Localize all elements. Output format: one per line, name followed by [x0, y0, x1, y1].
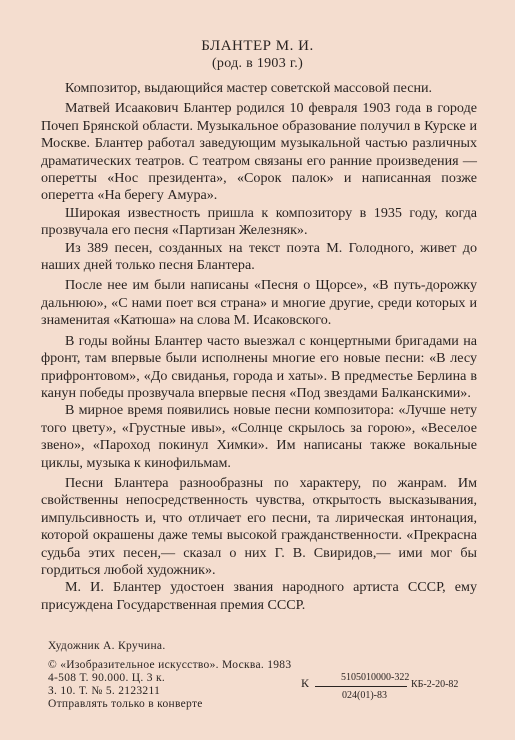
publisher-line: © «Изобразительное искусство». Москва. 1983 [48, 659, 292, 671]
paragraph: После нее им были написаны «Песня о Щорсе», «В путь-дорожку дальнюю», «С нами поет вся страна» и многие другие, среди которых и знаменитая «Катюша» на слова М. Исаковского. [41, 277, 477, 329]
paragraph: Широкая известность пришла к композитору в 1935 году, когда прозвучала его песня «Партизан Железняк». [41, 204, 477, 239]
mailing-note: Отправлять только в конверте [48, 698, 203, 710]
artist-credit: Художник А. Кручина. [48, 640, 166, 652]
fraction-line [315, 686, 407, 687]
print-info-line: З. 10. Т. № 5. 2123211 [48, 685, 161, 697]
paragraph: Матвей Исаакович Блантер родился 10 февраля 1903 года в городе Почеп Брянской области. Музыкальное образование получил в Курске и Москве. Блантер работал заведующим музыкальной частью различных драматических театров. С театром связаны его ранние произведения — оперетты «Нос президента», «Сорок палок» и написанная позже оперетта «На берегу Амура». [41, 100, 477, 204]
composer-name: БЛАНТЕР М. И. [201, 38, 314, 54]
paragraph: В годы войны Блантер часто выезжал с концертными бригадами на фронт, там впервые были исполнены многие его новые песни: «В лесу прифронтовом», «До свиданья, города и хаты». В предместье Берлина в канун победы прозвучала впервые песня «Под звездами Балканскими». [41, 332, 477, 401]
imprint-block [48, 640, 291, 711]
catalog-code-suffix: КБ-2-20-82 [411, 679, 459, 690]
composer-years: (род. в 1903 г.) [211, 56, 304, 71]
heading-block [0, 38, 515, 72]
paragraph: Из 389 песен, созданных на текст поэта М. Голодного, живет до наших дней только песня Блантера. [41, 239, 477, 274]
paragraph: Песни Блантера разнообразны по характеру, по жанрам. Им свойственны непосредственность чувства, открытость высказывания, импульсивность и, что отличает его песни, та лирическая интонация, которой окрашены даже темы высокой гражданственности. «Прекрасна судьба этих песен,— сказал о них Г. В. Свиридов,— ими мог бы гордиться любой художник». [41, 474, 477, 578]
paragraph: В мирное время появились новые песни композитора: «Лучше нету того цвету», «Грустные ивы», «Солнце скрылось за горою», «Веселое звено», «Пароход покинул Химки». Им написаны также вокальные циклы, музыка к кинофильмам. [41, 402, 477, 471]
print-info-line: 4-508 Т. 90.000. Ц. 3 к. [48, 672, 166, 684]
catalog-numerator: 5105010000-322 [341, 672, 410, 683]
catalog-letter: К [301, 676, 310, 690]
biography-text [41, 80, 477, 614]
catalog-denominator: 024(01)-83 [342, 690, 387, 701]
paragraph: М. И. Блантер удостоен звания народного артиста СССР, ему присуждена Государственная премия СССР. [41, 579, 477, 613]
paragraph: Композитор, выдающийся мастер советской массовой песни. [65, 80, 433, 96]
